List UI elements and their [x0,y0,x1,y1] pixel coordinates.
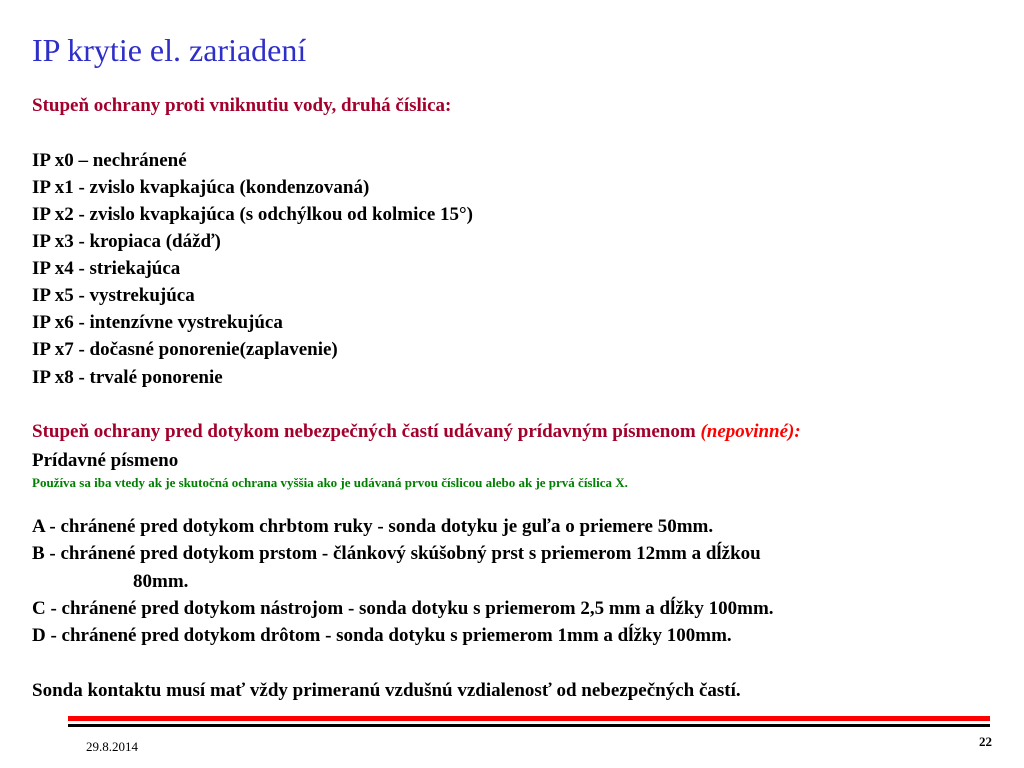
water-item-ip-x8: IP x8 - trvalé ponorenie [32,367,223,388]
closing-note: Sonda kontaktu musí mať vždy primeranú vzdušnú vzdialenosť od nebezpečných častí. [32,680,741,701]
water-item-ip-x1: IP x1 - zvislo kvapkajúca (kondenzovaná) [32,177,370,198]
water-item-ip-x3: IP x3 - kropiaca (dážď) [32,231,221,252]
contact-heading-text: Stupeň ochrany pred dotykom nebezpečných častí udávaný prídavným písmenom [32,421,701,442]
water-item-ip-x2: IP x2 - zvislo kvapkajúca (s odchýlkou od kolmice 15°) [32,204,473,225]
water-item-ip-x5: IP x5 - vystrekujúca [32,285,195,306]
footer-divider-red [68,716,990,721]
page-number: 22 [979,734,992,749]
water-item-ip-x4: IP x4 - striekajúca [32,258,181,279]
water-item-ip-x6: IP x6 - intenzívne vystrekujúca [32,312,283,333]
water-heading: Stupeň ochrany proti vniknutiu vody, druhá číslica: [32,95,452,116]
slide-title: IP krytie el. zariadení [32,32,307,68]
contact-item-b-continuation: 80mm. [133,571,189,592]
contact-note: Používa sa iba vtedy ak je skutočná ochrana vyššia ako je udávaná prvou číslicou alebo ak je prvá číslica X. [32,475,628,490]
contact-item-a: A - chránené pred dotykom chrbtom ruky - sonda dotyku je guľa o priemere 50mm. [32,516,714,537]
contact-subheading: Prídavné písmeno [32,450,179,471]
water-item-ip-x7: IP x7 - dočasné ponorenie(zaplavenie) [32,339,338,360]
contact-item-b: B - chránené pred dotykom prstom - článkový skúšobný prst s priemerom 12mm a dĺžkou [32,543,761,564]
water-item-ip-x0: IP x0 – nechránené [32,150,187,171]
footer-date: 29.8.2014 [86,739,138,754]
contact-item-c: C - chránené pred dotykom nástrojom - sonda dotyku s priemerom 2,5 mm a dĺžky 100mm. [32,598,774,619]
footer-divider-black [68,724,990,727]
contact-heading-optional: (nepovinné): [700,421,801,442]
contact-heading [32,420,801,444]
contact-item-d: D - chránené pred dotykom drôtom - sonda dotyku s priemerom 1mm a dĺžky 100mm. [32,625,732,646]
